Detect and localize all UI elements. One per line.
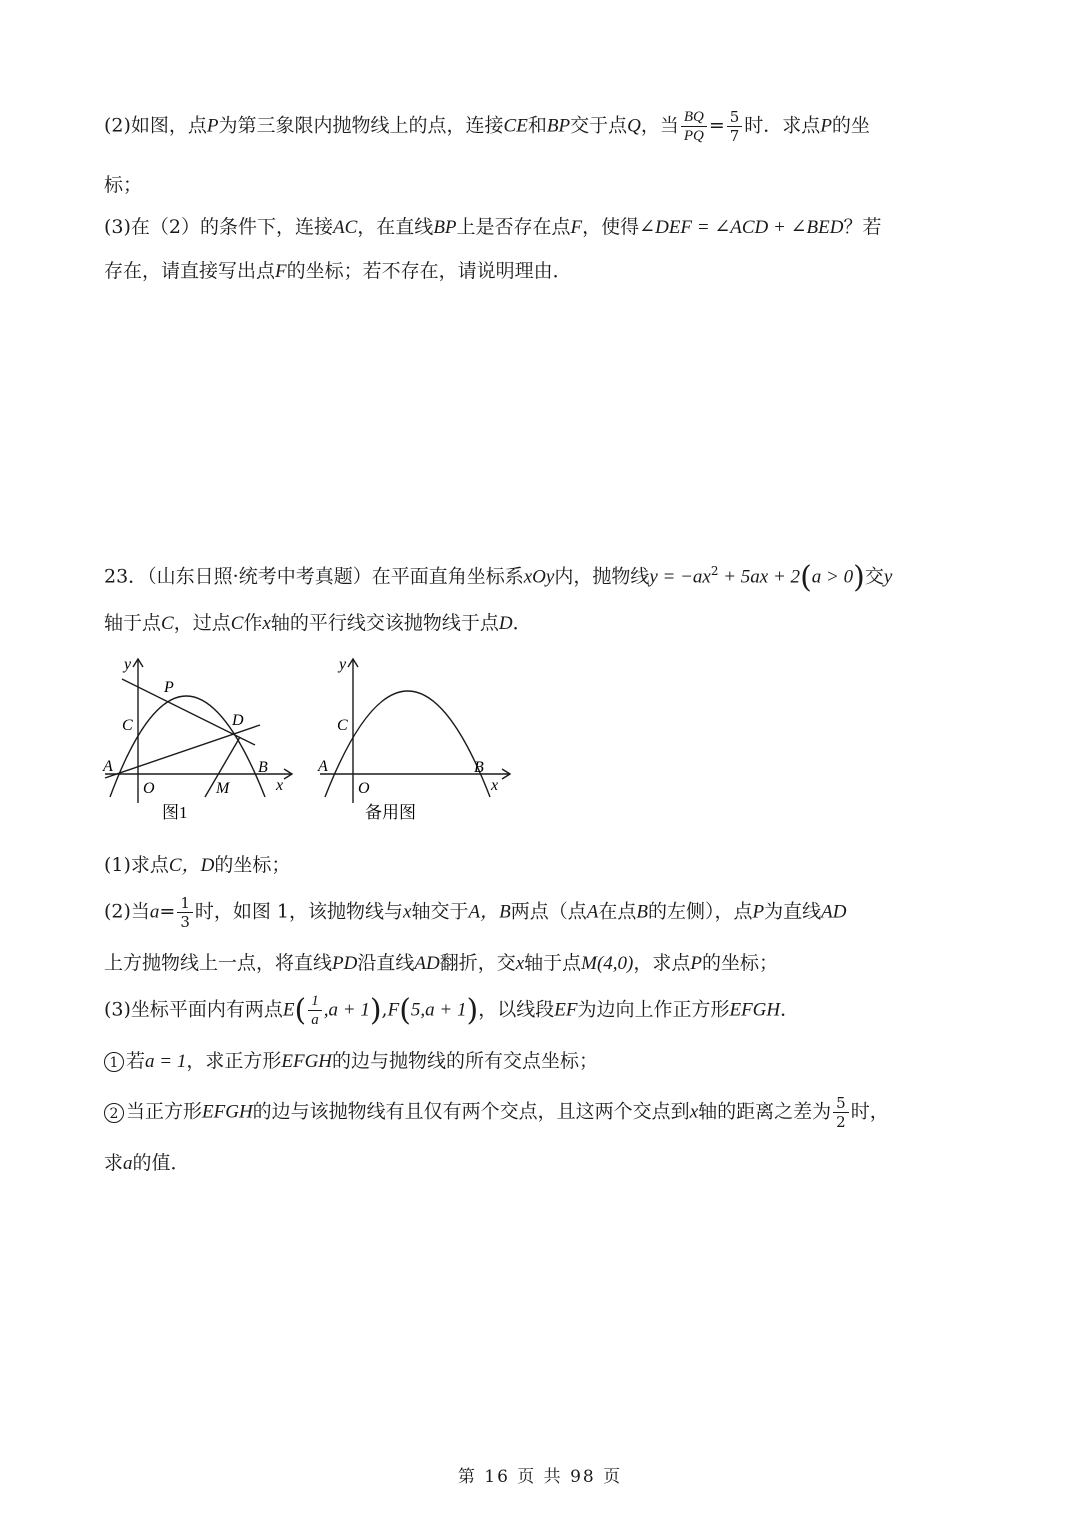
label-O: O [143, 780, 155, 797]
text: ，使得 [582, 216, 640, 238]
text: 的值． [132, 1152, 190, 1174]
part2-line2 [104, 170, 984, 197]
sub3-1-line [104, 1046, 984, 1073]
text: 为第三象限内抛物线上的点，连接 [218, 114, 504, 137]
parabola [325, 691, 490, 797]
part3-line2 [104, 256, 984, 283]
var-P: P [206, 115, 219, 137]
fraction-1-3 [177, 894, 193, 931]
frac-den: 7 [729, 127, 740, 145]
sub2-line1 [104, 894, 984, 931]
label-y: y [339, 656, 347, 673]
frac-num: 1 [308, 992, 322, 1011]
text: ，求点 [633, 952, 691, 974]
text: (3)坐标平面内有两点 [104, 998, 283, 1021]
frac-den: a [311, 1012, 319, 1028]
text: 的坐标； [214, 854, 291, 876]
fraction-bq-pq [681, 108, 707, 145]
fraction-5-2 [833, 1094, 849, 1131]
text: 上方抛物线上一点，将直线 [104, 952, 333, 974]
frac-num: 5 [833, 1094, 849, 1113]
coord-tail: ,a + 1 [323, 999, 370, 1021]
var-A: A [586, 901, 599, 923]
var-EFGH: EFGH [202, 1101, 253, 1123]
text: 存在，请直接写出点 [104, 260, 276, 282]
var-CD: C，D [168, 855, 215, 876]
text: 时．求点 [744, 114, 821, 137]
frac-num: 5 [727, 108, 743, 127]
text: ，当 [640, 114, 679, 137]
var-C: C [161, 613, 174, 634]
figure-1 [100, 655, 300, 830]
label-A: A [318, 758, 328, 775]
var-F: F [570, 217, 583, 238]
label-A: A [103, 758, 113, 775]
figure-backup [315, 655, 520, 830]
text: (3)在（2）的条件下，连接 [104, 216, 334, 238]
var-a: a [149, 901, 160, 923]
text: ，过点 [173, 612, 231, 634]
text: (2)如图，点 [104, 114, 207, 137]
label-C: C [122, 717, 133, 734]
text: 求 [104, 1152, 124, 1174]
label-C: C [337, 717, 348, 734]
var-PD: PD [332, 953, 358, 974]
var-E: E [282, 999, 295, 1021]
var-CE: CE [503, 115, 528, 137]
var-F: F [275, 261, 287, 282]
var-P: P [820, 115, 832, 137]
var-xOy: xOy [523, 566, 555, 588]
text: 轴于点 [104, 612, 162, 634]
var-EFGH: EFGH [281, 1051, 333, 1072]
var-y: y [883, 566, 893, 588]
text: 标； [104, 174, 143, 196]
text: 沿直线 [357, 952, 415, 974]
part2-line1 [104, 108, 984, 145]
angle-equation: ∠DEF = ∠ACD + ∠BED [639, 217, 844, 238]
label-B: B [474, 759, 484, 776]
var-EFGH: EFGH [729, 999, 781, 1021]
label-x: x [276, 777, 284, 794]
circled-number: 2 [104, 1103, 124, 1123]
text: ，求正方形 [186, 1050, 282, 1072]
fig1-caption: 图1 [162, 803, 188, 822]
text: 时，如图 1，该抛物线与 [194, 900, 404, 923]
var-AD: AD [821, 901, 847, 923]
label-M: M [216, 780, 230, 797]
label-y: y [124, 656, 132, 673]
text: 若 [126, 1050, 146, 1072]
paren: ) [369, 993, 382, 1028]
sub3-line: (3)坐标平面内有两点E( $\frac{1}{a}$ ,a + 1),F(5,a + 1)，以线段EF为边向上作正方形EFGH． [104, 993, 800, 1028]
var-Q: Q [627, 115, 641, 137]
exponent: 2 [710, 564, 719, 579]
text: 作 [243, 612, 263, 634]
var-x: x [262, 613, 271, 634]
var-a: a [123, 1153, 133, 1174]
text: 为直线 [764, 900, 822, 923]
paren: ( [294, 993, 307, 1028]
var-C: C [230, 613, 244, 634]
q23-line2 [104, 608, 984, 635]
sub3-2-line2 [104, 1148, 984, 1175]
text: 两点（点 [510, 900, 587, 923]
label-P: P [164, 679, 174, 696]
label-O: O [358, 780, 370, 797]
page-footer: 第 16 页 共 98 页 [457, 1467, 623, 1487]
label-D: D [232, 712, 244, 729]
text: ，以线段 [478, 998, 555, 1021]
text: 的坐标；若不存在，请说明理由． [286, 260, 572, 282]
equation: + 5ax + 2 [718, 566, 801, 588]
text: 上是否存在点 [456, 216, 571, 238]
text: 的边与该抛物线有且仅有两个交点，且这两个交点到 [252, 1100, 690, 1123]
var-F: F [387, 999, 400, 1021]
var-x: x [515, 953, 525, 974]
frac-num: 1 [177, 894, 193, 913]
var-BP: BP [546, 115, 571, 137]
fig2-caption: 备用图 [365, 803, 416, 822]
text: (2)当 [104, 900, 150, 923]
var-AC: AC [333, 217, 358, 238]
var-P: P [690, 953, 703, 974]
fraction-5-7 [727, 108, 743, 145]
label-x: x [491, 777, 499, 794]
text: ，在直线 [357, 216, 434, 238]
point-M: M(4,0) [581, 953, 634, 974]
var-B: B [636, 901, 648, 923]
sub1-line [104, 850, 984, 877]
var-x: x [689, 1101, 699, 1123]
label-B: B [258, 759, 268, 776]
var-AD: AD [414, 953, 440, 974]
sub2-line2 [104, 948, 984, 975]
sub3-2-line1 [104, 1094, 984, 1131]
text: 时， [850, 1100, 889, 1123]
text: 和 [527, 114, 547, 137]
text: ． [512, 612, 532, 634]
var-x: x [403, 901, 412, 923]
text: 翻折，交 [439, 952, 516, 974]
paren: ( [800, 560, 812, 595]
text: 在点 [598, 900, 637, 923]
text: ？若 [843, 216, 882, 238]
text: 内，抛物线 [554, 565, 650, 588]
text: 交于点 [570, 114, 628, 137]
text: 的坐标； [702, 952, 779, 974]
text: (1)求点 [104, 854, 169, 876]
frac-den: 3 [180, 913, 190, 931]
text: 轴于点 [524, 952, 582, 974]
text: 的左侧），点 [647, 900, 753, 923]
circled-number: 1 [104, 1052, 124, 1072]
var-P: P [752, 901, 765, 923]
coord-F: 5,a + 1 [410, 999, 467, 1021]
frac-den: 2 [836, 1113, 846, 1131]
frac-num: BQ [681, 108, 707, 127]
fraction-1-a [308, 992, 322, 1029]
paren: ) [853, 560, 865, 595]
paren: ) [466, 993, 479, 1028]
text: 交 [864, 565, 884, 588]
var-EF: EF [554, 999, 578, 1021]
text: 轴的平行线交该抛物线于点 [270, 612, 499, 634]
var-BP: BP [433, 217, 457, 238]
var-AB: A，B [468, 901, 511, 923]
text: 的边与抛物线的所有交点坐标； [332, 1050, 599, 1072]
part3-line1 [104, 212, 984, 239]
condition: a = 1 [145, 1051, 187, 1072]
text: 23．（山东日照·统考中考真题）在平面直角坐标系 [104, 565, 524, 588]
equation: y = −ax [649, 566, 711, 588]
var-D: D [498, 613, 513, 634]
q23-line1 [104, 560, 984, 595]
equals: = [159, 900, 176, 923]
condition: a > 0 [811, 566, 854, 588]
text: 为边向上作正方形 [577, 998, 730, 1021]
equals: = [708, 114, 725, 137]
text: 轴交于 [411, 900, 469, 923]
text: ． [780, 998, 800, 1021]
text: 的坐 [831, 114, 870, 137]
text: 轴的距离之差为 [698, 1100, 832, 1123]
frac-den: PQ [683, 128, 704, 144]
text: 当正方形 [126, 1100, 203, 1123]
paren: ( [399, 993, 411, 1028]
